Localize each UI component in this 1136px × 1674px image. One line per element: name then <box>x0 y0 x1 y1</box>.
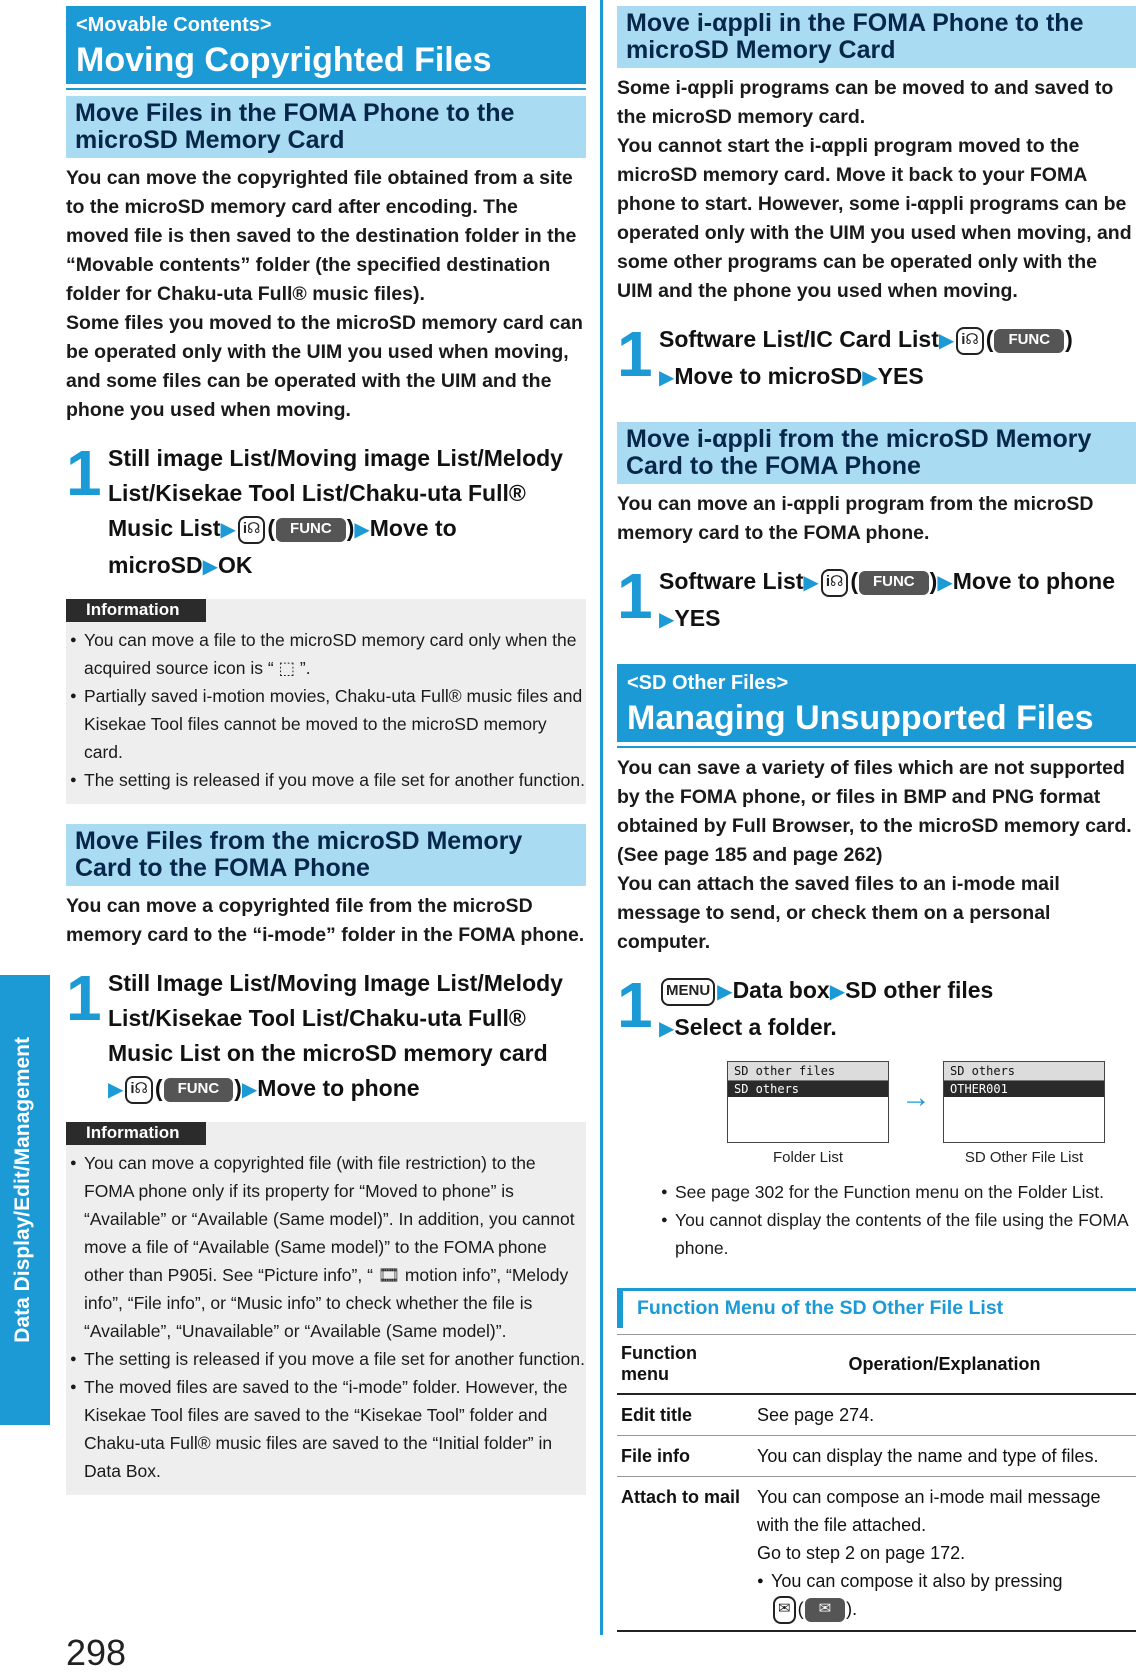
step-number: 1 <box>617 560 653 632</box>
folder-list-screen <box>727 1061 889 1166</box>
step <box>617 969 1136 1047</box>
screen-row: OTHER001 <box>944 1081 1104 1097</box>
step-text: MENU ▶Data box▶SD other files ▶Select a folder. <box>659 977 994 1040</box>
bullet-list <box>617 1178 1136 1262</box>
chapter-subtitle: <SD Other Files> <box>627 672 789 694</box>
chapter-title: Managing Unsupported Files <box>627 699 1094 737</box>
step-number: 1 <box>617 969 653 1041</box>
description-cell: You can display the name and type of files. <box>753 1436 1136 1477</box>
screen-caption: Folder List <box>772 1149 844 1166</box>
screen-title: SD other files <box>728 1062 888 1081</box>
bullet-list <box>66 1149 586 1485</box>
arrow-icon: ▶ <box>108 1079 124 1101</box>
ialpha-key-icon: i☊ <box>821 569 849 597</box>
step-text: Software List/IC Card List▶ i☊ ( FUNC ) ▶Move to microSD▶YES <box>659 326 1073 389</box>
ialpha-key-icon: i☊ <box>125 1076 153 1104</box>
bullet-item: ● The moved files are saved to the “i-mode” folder. However, the Kisekae Tool files are saved to the “Kisekae Tool” folder and Chaku-uta Full® music files are saved to the “Initial folder” in Data Box. <box>66 1373 586 1485</box>
chapter-header <box>617 664 1136 746</box>
arrow-icon: ▶ <box>659 367 675 389</box>
ialpha-key-icon: i☊ <box>238 516 266 544</box>
bullet-item: ● Partially saved i-motion movies, Chaku-uta Full® music files and Kisekae Tool files cannot be moved to the microSD memory card. <box>66 682 586 766</box>
arrow-icon: ▶ <box>659 1018 675 1040</box>
function-menu-table <box>617 1334 1136 1632</box>
paragraph: Some i-αppli programs can be moved to and saved to the microSD memory card. <box>617 77 1114 128</box>
arrow-icon: ▶ <box>354 519 370 541</box>
table-row <box>617 1436 1136 1477</box>
mail-softkey-icon: ✉ <box>805 1598 846 1622</box>
bullet-item: ● The setting is released if you move a file set for another function. <box>66 1345 586 1373</box>
description-cell: See page 274. <box>753 1394 1136 1436</box>
mail-key-icon: ✉ <box>773 1596 796 1624</box>
table-header-row <box>617 1335 1136 1395</box>
step-text: Still image List/Moving image List/Melody List/Kisekae Tool List/Chaku-uta Full® Music List▶ i☊ ( FUNC )▶Move to microSD▶OK <box>108 445 563 578</box>
left-column <box>66 6 586 1515</box>
step-number: 1 <box>617 318 653 390</box>
information-label: Information <box>66 1122 206 1145</box>
side-label: Data Display/Edit/Management <box>11 1037 34 1343</box>
screen-title: SD others <box>944 1062 1104 1081</box>
arrow-icon: ▶ <box>202 556 218 578</box>
arrow-icon: ▶ <box>862 367 878 389</box>
paragraph: You can move an i-αppli program from the microSD memory card to the FOMA phone. <box>617 493 1094 544</box>
func-key-icon: FUNC <box>276 518 346 542</box>
step-number: 1 <box>66 437 102 509</box>
table-row <box>617 1477 1136 1632</box>
phone-screen <box>727 1061 889 1143</box>
paragraph: You can move the copyrighted file obtained from a site to the microSD memory card after encoding. The moved file is then saved to the destination folder in the “Movable contents” folder (the specified destination folder for Chaku-uta Full® music files). <box>66 167 577 305</box>
menu-cell: Attach to mail <box>617 1477 753 1632</box>
phone-screen <box>943 1061 1105 1143</box>
arrow-icon: ▶ <box>937 572 953 594</box>
bullet-item: ● You cannot display the contents of the file using the FOMA phone. <box>657 1206 1136 1262</box>
column-divider <box>600 0 603 1635</box>
step <box>617 318 1136 396</box>
description-cell: You can compose an i-mode mail message with the file attached. Go to step 2 on page 172. ● You can compose it also by pressing ✉ ( ✉ ). <box>753 1477 1136 1632</box>
chapter-subtitle: <Movable Contents> <box>76 14 272 36</box>
column-header: Function menu <box>617 1335 753 1395</box>
step-number: 1 <box>66 962 102 1034</box>
chapter-header <box>66 6 586 88</box>
menu-key-icon: MENU <box>661 978 715 1006</box>
bullet-item: ● The setting is released if you move a file set for another function. <box>66 766 586 794</box>
bullet-item: ● You can move a copyrighted file (with file restriction) to the FOMA phone only if its property for “Moved to phone” is “Available” or “Available (Same model)”. In addition, you cannot move a file of “Available (Same model)” to the FOMA phone other than P905i. See “Picture info”, “ 🎞 motion info”, “Melody info”, “File info”, or “Music info” to check whether the file is “Available”, “Unavailable” or “Available (Same model)”. <box>66 1149 586 1345</box>
screen-illustrations <box>727 1061 1136 1166</box>
arrow-icon: ▶ <box>938 330 955 352</box>
step <box>66 437 586 585</box>
bullet-item: ● You can move a file to the microSD memory card only when the acquired source icon is “ ⬚ ”. <box>66 626 586 682</box>
arrow-icon: ▶ <box>829 981 846 1003</box>
table-row <box>617 1394 1136 1436</box>
chapter-title: Moving Copyrighted Files <box>76 41 492 79</box>
step <box>66 962 586 1108</box>
right-arrow-icon: → <box>901 1081 931 1114</box>
arrow-icon: ▶ <box>220 519 236 541</box>
paragraph: You can save a variety of files which are not supported by the FOMA phone, or files in BMP and PNG format obtained by Full Browser, to the microSD memory card. (See page 185 and page 262) <box>617 757 1132 866</box>
section-title: Move i-αppli in the FOMA Phone to the microSD Memory Card <box>617 6 1136 68</box>
ialpha-key-icon: i☊ <box>956 327 984 355</box>
function-menu-heading: Function Menu of the SD Other File List <box>617 1288 1136 1328</box>
func-key-icon: FUNC <box>994 329 1064 353</box>
step-text: Still Image List/Moving Image List/Melody List/Kisekae Tool List/Chaku-uta Full® Music List on the microSD memory card ▶ i☊ ( FUNC )▶Move to phone <box>108 966 586 1108</box>
note: ● You can compose it also by pressing ✉ ( ✉ ). <box>757 1567 1132 1624</box>
menu-cell: File info <box>617 1436 753 1477</box>
column-header: Operation/Explanation <box>753 1335 1136 1395</box>
page-number: 298 <box>66 1632 127 1673</box>
menu-cell: Edit title <box>617 1394 753 1436</box>
arrow-icon: ▶ <box>241 1079 258 1101</box>
bullet-item: ● See page 302 for the Function menu on the Folder List. <box>657 1178 1136 1206</box>
arrow-icon: ▶ <box>717 981 733 1003</box>
screen-row: SD others <box>728 1081 888 1097</box>
section-title: Move Files in the FOMA Phone to the microSD Memory Card <box>66 96 586 158</box>
screen-caption: SD Other File List <box>964 1149 1084 1166</box>
paragraph: You cannot start the i-αppli program moved to the microSD memory card. Move it back to your FOMA phone to start. However, some i-αppli programs can be operated only with the UIM you used when moving, and some other programs can be operated only with the UIM and the phone you used when moving. <box>617 135 1132 302</box>
arrow-icon: ▶ <box>659 609 675 631</box>
information-box <box>66 599 586 804</box>
information-box <box>66 1122 586 1495</box>
paragraph: Some files you moved to the microSD memory card can be operated only with the UIM you used when moving, and some files can be operated with the UIM and the phone you used when moving. <box>66 312 583 421</box>
file-list-screen <box>943 1061 1105 1166</box>
right-column <box>617 6 1136 1632</box>
information-label: Information <box>66 599 206 622</box>
func-key-icon: FUNC <box>164 1078 234 1102</box>
section-title: Move i-αppli from the microSD Memory Card to the FOMA Phone <box>617 422 1136 484</box>
paragraph: You can attach the saved files to an i-mode mail message to send, or check them on a personal computer. <box>617 873 1060 953</box>
paragraph: You can move a copyrighted file from the microSD memory card to the “i-mode” folder in the FOMA phone. <box>66 895 585 946</box>
step-text: Software List▶ i☊ ( FUNC )▶Move to phone ▶YES <box>659 568 1115 631</box>
arrow-icon: ▶ <box>803 572 819 594</box>
step <box>617 560 1136 638</box>
bullet-list <box>66 626 586 794</box>
func-key-icon: FUNC <box>859 571 929 595</box>
section-title: Move Files from the microSD Memory Card to the FOMA Phone <box>66 824 586 886</box>
